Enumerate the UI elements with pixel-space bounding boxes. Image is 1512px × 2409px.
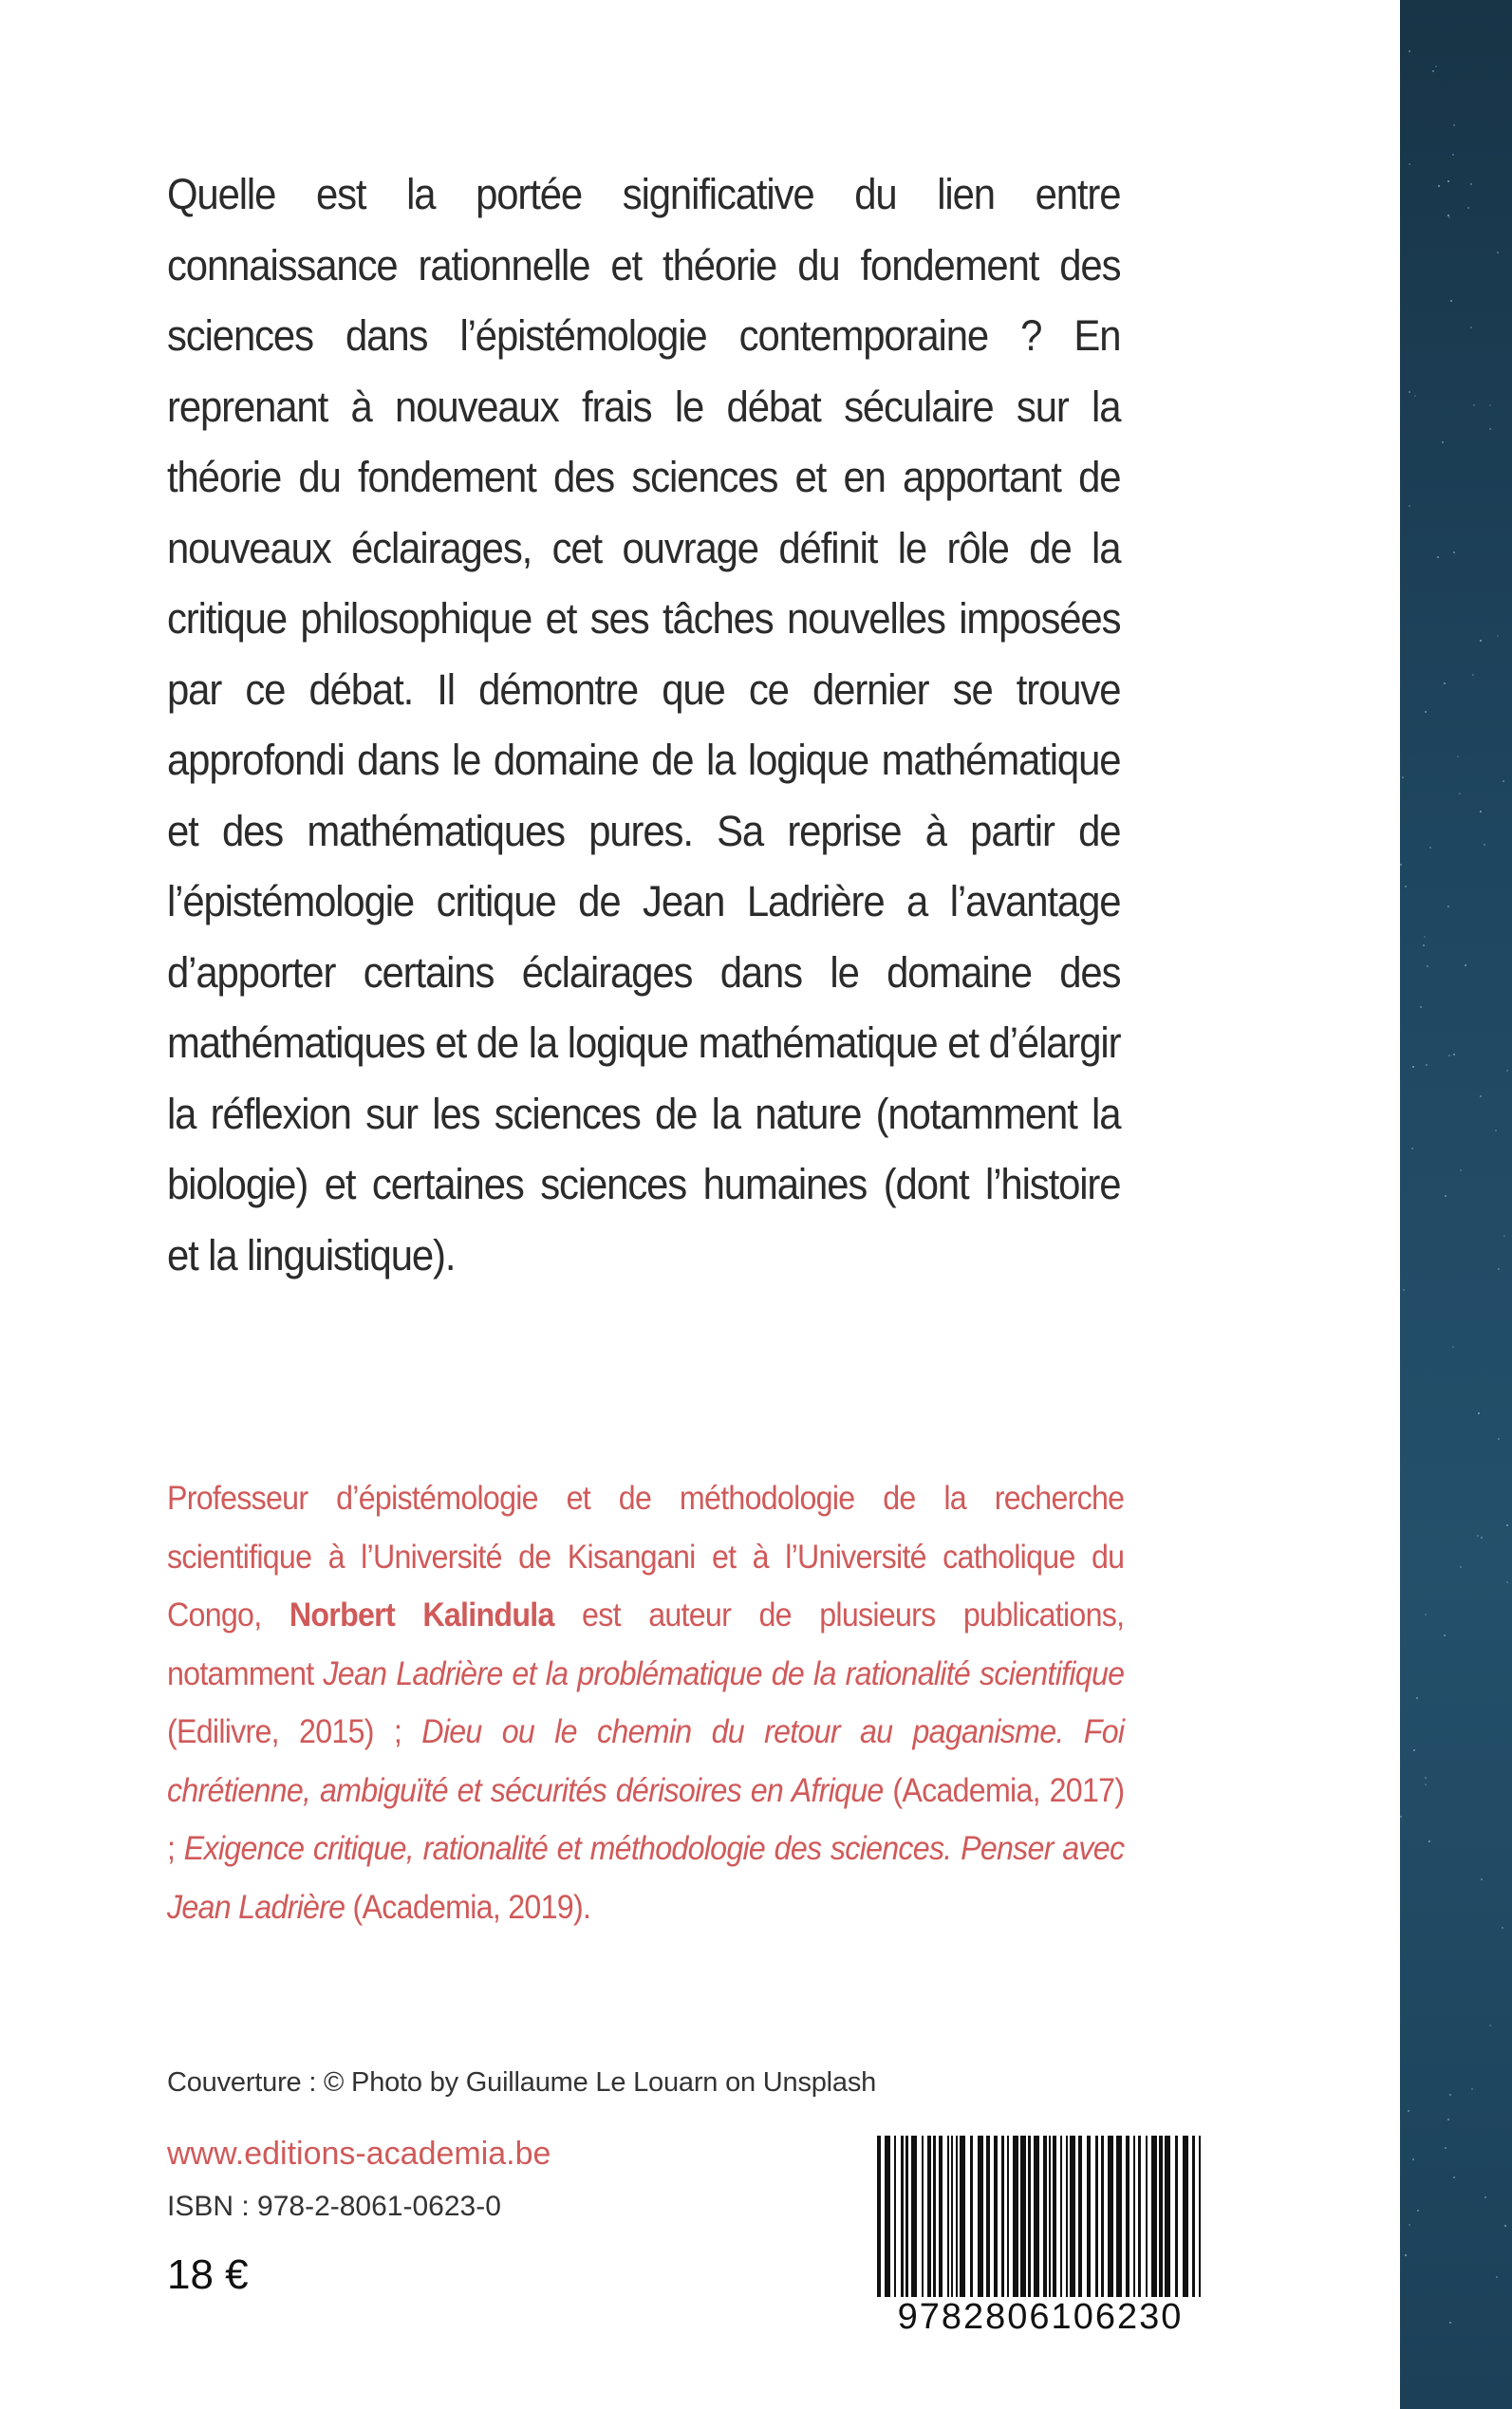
star-dot	[1484, 844, 1485, 846]
star-dot	[1405, 2254, 1407, 2256]
star-dot	[1480, 1095, 1482, 1097]
star-dot	[1427, 965, 1428, 967]
star-dot	[1425, 1614, 1427, 1615]
barcode-bars	[864, 2136, 1217, 2297]
star-dot	[1478, 1412, 1480, 1414]
star-dot	[1445, 1195, 1447, 1197]
star-dot	[1495, 1130, 1497, 1131]
back-cover-blurb: Quelle est la portée significative du lien entre connaissance rationnelle et théorie du fondement des sciences dans l’épistémologie contemporaine ? En reprenant à nouveaux frais le débat séculaire sur la théorie du fondement des sciences et en apportant de nouveaux éclairages, cet ouvrage définit le rôle de la critique philosophique et ses tâches nouvelles imposées par ce débat. Il démontre que ce dernier se trouve approfondi dans le domaine de la logique mathématique et des mathématiques pures. Sa reprise à partir de l’épistémologie critique de Jean Ladrière a l’avantage d’apporter certains éclairages dans le domaine des mathématiques et de la logique mathématique et d’élargir la réflexion sur les sciences de la nature (notamment la biologie) et certaines sciences humaines (dont l’histoire et la linguistique).	[167, 170, 1121, 1279]
barcode-bar	[1108, 2136, 1113, 2297]
barcode-bar	[939, 2136, 943, 2297]
star-dot	[1425, 1783, 1427, 1785]
barcode-bar	[1043, 2136, 1047, 2297]
star-dot	[1409, 2224, 1410, 2226]
barcode-bar	[905, 2136, 908, 2297]
star-dot	[1506, 1524, 1508, 1526]
star-dot	[1467, 207, 1469, 209]
star-dot	[1435, 65, 1437, 67]
barcode-bar	[1116, 2136, 1122, 2297]
star-dot	[1426, 1064, 1428, 1066]
star-dot	[1420, 1006, 1422, 1008]
barcode-bar	[986, 2136, 990, 2297]
barcode-bar	[885, 2136, 890, 2297]
star-dot	[1447, 2119, 1449, 2120]
barcode-bar	[1007, 2136, 1009, 2297]
star-dot	[1400, 1816, 1402, 1818]
star-dot	[1409, 50, 1410, 52]
star-dot	[1452, 1346, 1454, 1348]
star-dot	[1437, 556, 1439, 558]
barcode-bar	[1060, 2136, 1062, 2297]
star-dot	[1445, 2147, 1447, 2149]
barcode-bar	[1175, 2136, 1178, 2297]
barcode-bar	[1192, 2136, 1195, 2297]
barcode-bar	[1001, 2136, 1004, 2297]
barcode-digits: 9782806106230	[897, 2297, 1184, 2337]
star-dot	[1402, 776, 1404, 778]
barcode-bar	[877, 2136, 881, 2297]
star-dot	[1470, 327, 1472, 328]
star-dot	[1457, 756, 1459, 757]
barcode-bar	[901, 2136, 904, 2297]
star-dot	[1489, 2025, 1491, 2026]
star-dot	[1453, 551, 1455, 553]
barcode	[864, 2136, 1217, 2337]
barcode-bar	[1146, 2136, 1148, 2297]
star-dot	[1453, 124, 1455, 126]
isbn: ISBN : 978-2-8061-0623-0	[167, 2191, 501, 2222]
barcode-bar	[956, 2136, 958, 2297]
star-dot	[1411, 1148, 1413, 1149]
book-title-3: Exigence critique, rationalité et méthodologie des sciences. Penser avec Jean Ladrière	[167, 1830, 1125, 1926]
book-title-2: Dieu ou le chemin du retour au paganisme. Foi chrétienne, ambiguïté et sécurités dérisoires en Afrique	[167, 1713, 1125, 1809]
barcode-bar	[1078, 2136, 1082, 2297]
star-dot	[1477, 1535, 1479, 1537]
star-dot	[1489, 404, 1491, 406]
star-dot	[1414, 395, 1416, 397]
barcode-bar	[1028, 2136, 1031, 2297]
star-dot	[1503, 1235, 1505, 1237]
author-name: Norbert Kalindula	[289, 1597, 554, 1634]
star-dot	[1459, 793, 1461, 794]
star-dot	[1400, 864, 1402, 866]
barcode-bar	[1020, 2136, 1026, 2297]
barcode-bar	[947, 2136, 949, 2297]
barcode-bar	[922, 2136, 924, 2297]
star-dot	[1465, 964, 1466, 966]
barcode-bar	[927, 2136, 931, 2297]
star-dot	[1506, 1070, 1508, 1072]
barcode-bar	[933, 2136, 936, 2297]
star-dot	[1409, 163, 1410, 165]
star-dot	[1444, 1634, 1446, 1636]
barcode-bar	[1199, 2136, 1201, 2297]
star-dot	[1470, 183, 1472, 185]
barcode-bar	[1165, 2136, 1170, 2297]
star-dot	[1423, 944, 1425, 946]
star-dot	[1498, 1438, 1500, 1440]
barcode-bar	[1070, 2136, 1075, 2297]
star-dot	[1472, 674, 1474, 676]
star-dot	[1448, 1055, 1450, 1056]
book-publisher-1: (Edilivre, 2015) ;	[167, 1713, 422, 1750]
star-dot	[1412, 1066, 1414, 1068]
barcode-bar	[1013, 2136, 1018, 2297]
book-publisher-2: (Academia, 2017) ;	[167, 1771, 1125, 1867]
star-dot	[1413, 1749, 1415, 1751]
star-dot	[1429, 847, 1431, 849]
barcode-bar	[970, 2136, 973, 2297]
star-dot	[1480, 640, 1482, 642]
barcode-bar	[978, 2136, 983, 2297]
barcode-bar	[1138, 2136, 1141, 2297]
star-dot	[1409, 505, 1410, 507]
publisher-website[interactable]: www.editions-academia.be	[167, 2136, 551, 2172]
star-dot	[1481, 1537, 1483, 1539]
star-dot	[1480, 811, 1482, 812]
star-dot	[1408, 2110, 1409, 2112]
cover-credit: Couverture : © Photo by Guillaume Le Louarn on Unsplash	[167, 2067, 877, 2098]
star-dot	[1506, 1581, 1508, 1583]
star-dot	[1460, 1566, 1462, 1568]
star-dot	[1502, 1927, 1503, 1929]
barcode-bar	[1101, 2136, 1104, 2297]
barcode-bar	[1095, 2136, 1098, 2297]
spine-stripe	[1400, 0, 1512, 2409]
star-dot	[1504, 2225, 1506, 2227]
star-dot	[1447, 215, 1449, 216]
star-dot	[1403, 1289, 1405, 1291]
book-title-1: Jean Ladrière et la problématique de la rationalité scientifique	[323, 1654, 1125, 1692]
star-dot	[1452, 154, 1454, 156]
barcode-bar	[951, 2136, 953, 2297]
star-dot	[1503, 780, 1504, 782]
barcode-bar	[1183, 2136, 1188, 2297]
star-dot	[1496, 2276, 1498, 2278]
star-dot	[1409, 391, 1410, 393]
star-dot	[1417, 2210, 1419, 2212]
barcode-bar	[911, 2136, 917, 2297]
barcode-bar	[1159, 2136, 1163, 2297]
star-dot	[1425, 711, 1427, 713]
star-dot	[1473, 404, 1475, 406]
barcode-bar	[1049, 2136, 1051, 2297]
star-dot	[1447, 906, 1449, 907]
star-dot	[1442, 441, 1444, 443]
star-dot	[1460, 1169, 1462, 1171]
star-dot	[1448, 216, 1450, 218]
book-publisher-3: (Academia, 2019).	[345, 1888, 591, 1926]
star-dot	[1444, 682, 1446, 684]
star-dot	[1428, 1840, 1430, 1842]
star-dot	[1416, 1697, 1418, 1699]
price: 18 €	[167, 2251, 249, 2298]
star-dot	[1449, 2322, 1451, 2324]
barcode-bar	[1053, 2136, 1056, 2297]
barcode-bar	[1133, 2136, 1135, 2297]
bio-intro: Professeur d’épistémologie et de méthodologie de la recherche scientifique à l’Université de Kisangani et à l’Université catholique du Congo,	[167, 1480, 1125, 1634]
barcode-bar	[894, 2136, 896, 2297]
star-dot	[1489, 428, 1491, 430]
star-dot	[1405, 886, 1407, 887]
star-dot	[1453, 2176, 1455, 2178]
star-dot	[1453, 1054, 1455, 1055]
star-dot	[1497, 252, 1499, 253]
bio-text: est auteur de plusieurs publications, notamment	[167, 1597, 1125, 1692]
author-bio	[167, 1469, 1124, 1936]
barcode-bar	[1126, 2136, 1129, 2297]
barcode-bar	[1034, 2136, 1039, 2297]
star-dot	[1497, 635, 1499, 637]
star-dot	[1449, 2094, 1451, 2096]
star-dot	[1450, 300, 1452, 302]
star-dot	[1438, 185, 1440, 187]
star-dot	[1425, 1777, 1427, 1779]
star-dot	[1484, 2196, 1486, 2198]
barcode-bar	[960, 2136, 965, 2297]
star-dot	[1432, 70, 1434, 72]
star-dot	[1424, 936, 1426, 938]
star-dot	[1481, 1878, 1483, 1880]
star-dot	[1412, 2158, 1414, 2160]
barcode-bar	[1087, 2136, 1091, 2297]
barcode-bar	[1151, 2136, 1157, 2297]
star-dot	[1471, 2088, 1473, 2090]
star-dot	[1498, 1268, 1500, 1270]
star-dot	[1447, 180, 1449, 182]
barcode-bar	[994, 2136, 998, 2297]
barcode-bar	[1066, 2136, 1068, 2297]
